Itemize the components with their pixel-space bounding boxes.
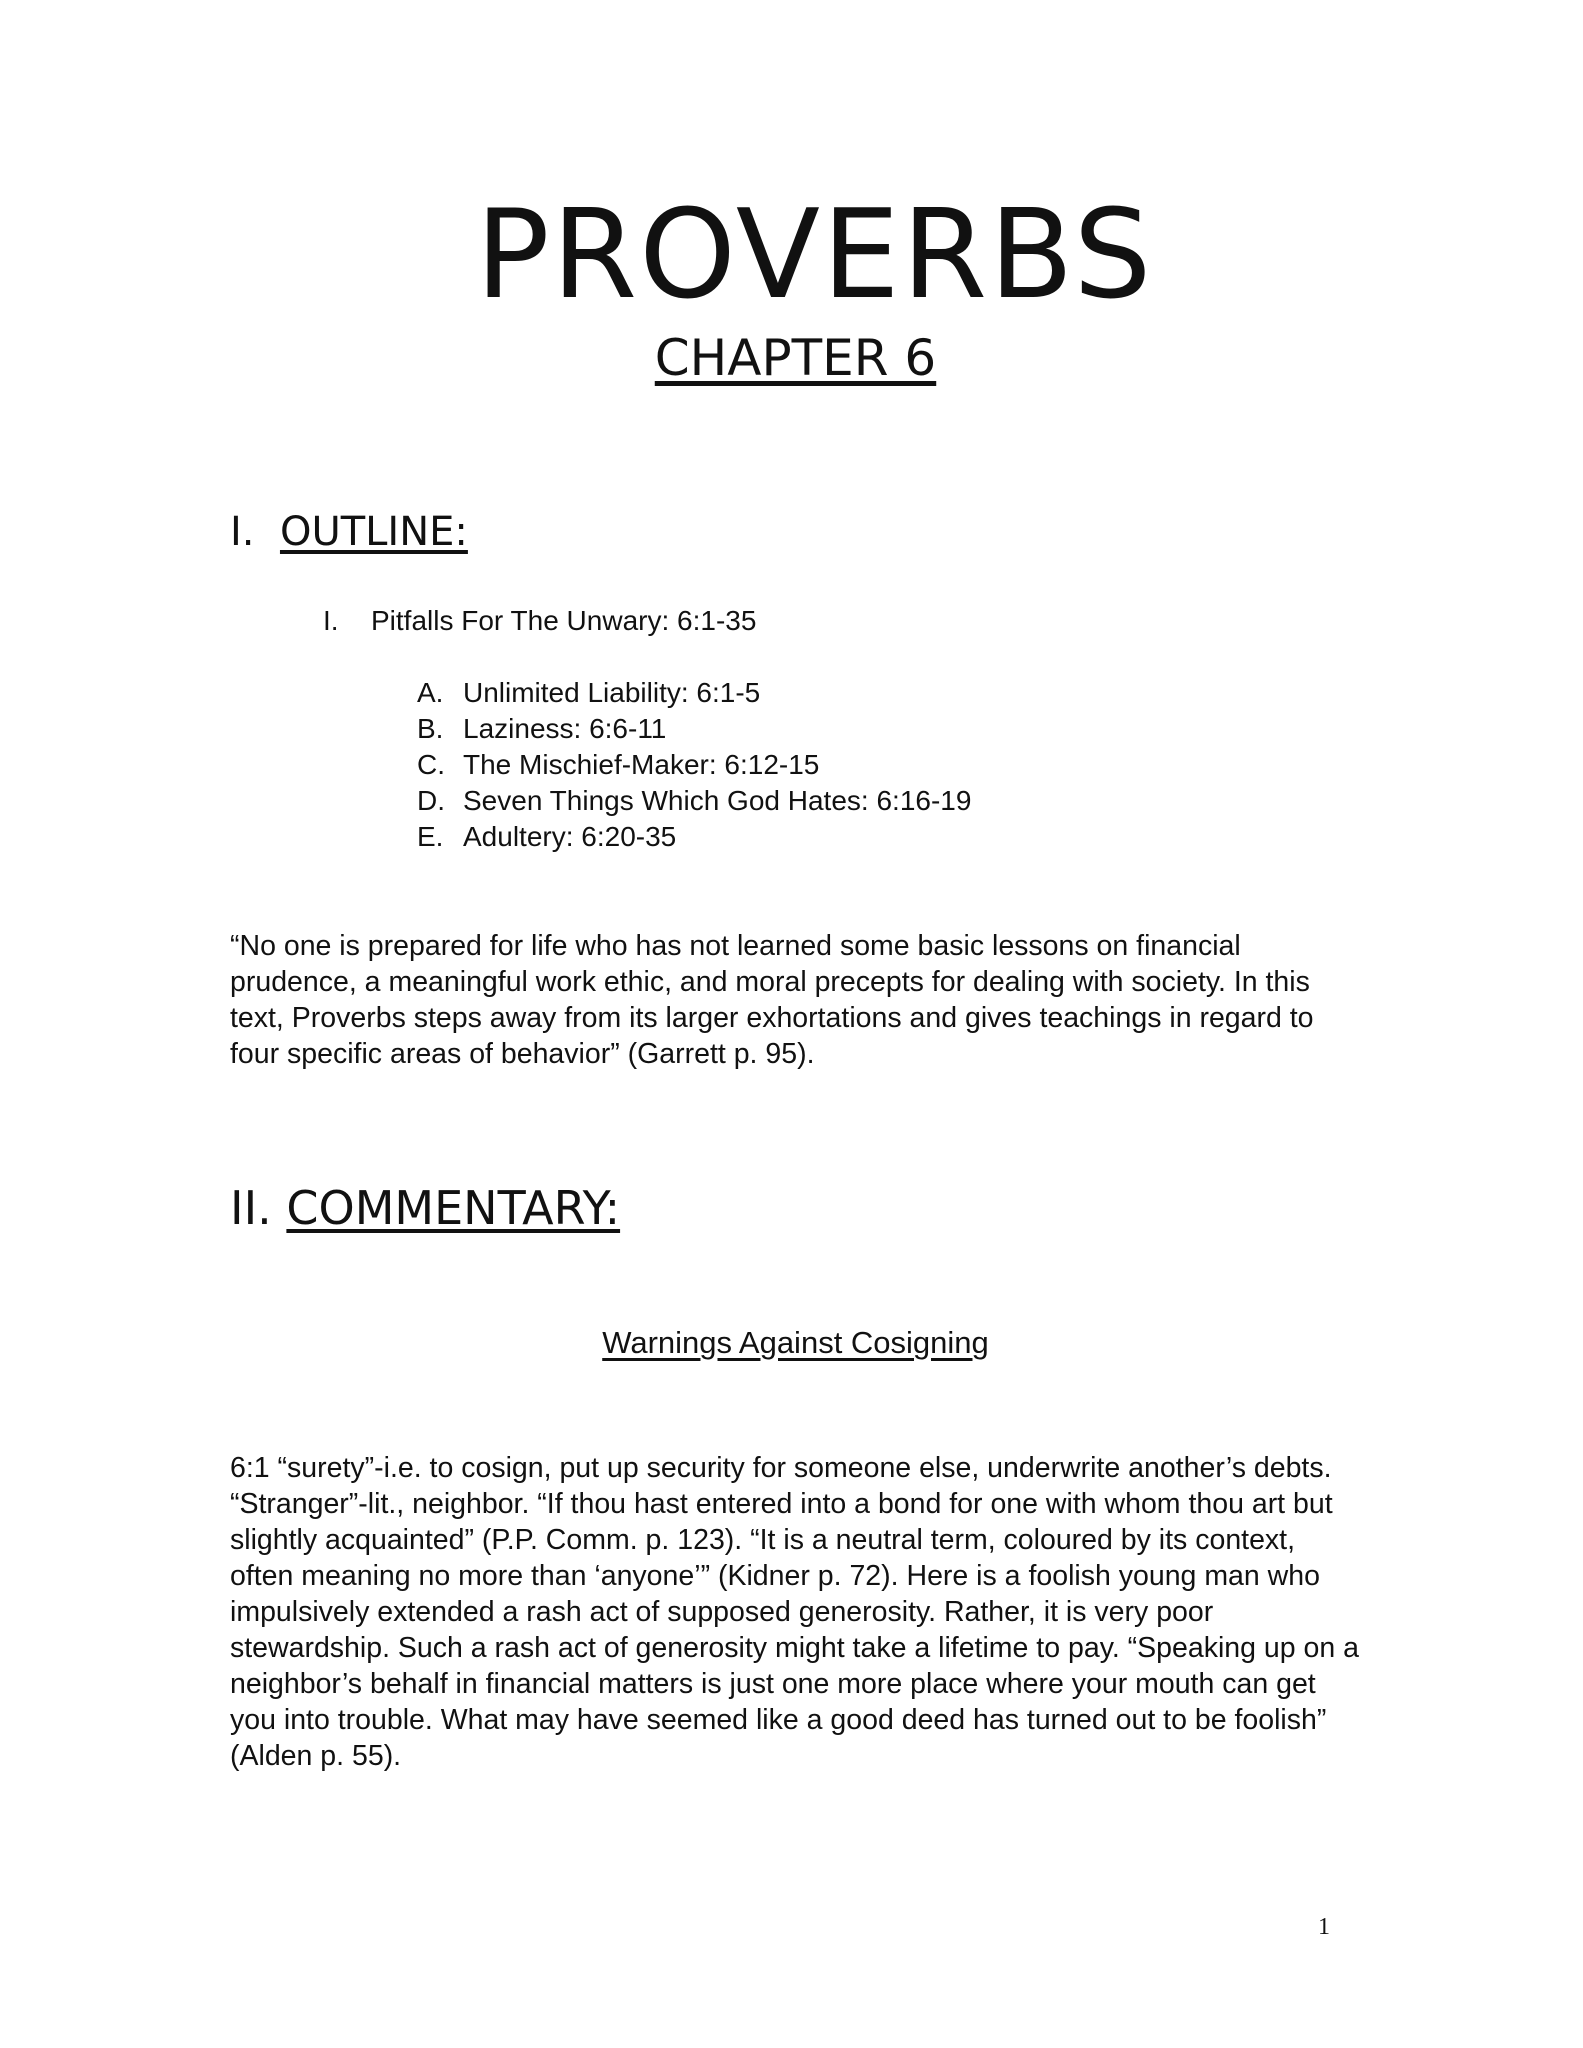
outline-sub-text: Seven Things Which God Hates: 6:16-19 <box>463 785 972 816</box>
outline-sub-item <box>417 711 971 747</box>
outline-sub-item <box>417 819 971 855</box>
outline-sub-marker: A. <box>417 677 444 708</box>
commentary-subheading: Warnings Against Cosigning <box>602 1325 989 1360</box>
outline-sub-marker: B. <box>417 713 444 744</box>
outline-sub-marker: E. <box>417 821 444 852</box>
document-title: PROVERBS <box>475 184 1154 327</box>
outline-heading-number: I. <box>230 509 255 555</box>
outline-sub-marker: D. <box>417 785 445 816</box>
page-number: 1 <box>1318 1914 1330 1940</box>
outline-heading <box>230 508 468 556</box>
outline-sub-list <box>417 675 971 855</box>
outline-sub-item <box>417 783 971 819</box>
commentary-heading-label: COMMENTARY: <box>286 1181 621 1235</box>
intro-quote-paragraph: “No one is prepared for life who has not learned some basic lessons on financial prudence, a meaningful work ethic, and moral precepts for dealing with society. In this text, Proverbs steps away from its larger exhortations and gives teachings in regard to four specific areas of behavior” (Garrett p. 95). <box>230 930 1314 1070</box>
chapter-subtitle: CHAPTER 6 <box>654 329 937 387</box>
outline-main-text: Pitfalls For The Unwary: 6:1-35 <box>371 605 757 636</box>
commentary-heading-number: II. <box>230 1181 272 1235</box>
outline-main-item <box>323 604 756 638</box>
outline-sub-text: Laziness: 6:6-11 <box>463 713 667 744</box>
outline-main-marker: I. <box>323 605 339 636</box>
outline-heading-label: OUTLINE: <box>279 509 468 555</box>
outline-sub-item <box>417 675 971 711</box>
outline-sub-text: The Mischief-Maker: 6:12-15 <box>463 749 820 780</box>
outline-sub-item <box>417 747 971 783</box>
outline-sub-text: Unlimited Liability: 6:1-5 <box>463 677 761 708</box>
outline-sub-marker: C. <box>417 749 445 780</box>
commentary-paragraph: 6:1 “surety”-i.e. to cosign, put up security for someone else, underwrite another’s debts. “Stranger”-lit., neighbor. “If thou hast entered into a bond for one with whom thou art but slightly acquainted” (P.P. Comm. p. 123). “It is a neutral term, coloured by its context, often meaning no more than ‘anyone’” (Kidner p. 72). Here is a foolish young man who impulsively extended a rash act of supposed generosity. Rather, it is very poor stewardship. Such a rash act of generosity might take a lifetime to pay. “Speaking up on a neighbor’s behalf in financial matters is just one more place where your mouth can get you into trouble. What may have seemed like a good deed has turned out to be foolish” (Alden p. 55). <box>230 1452 1360 1772</box>
commentary-heading <box>230 1180 620 1236</box>
outline-sub-text: Adultery: 6:20-35 <box>463 821 677 852</box>
